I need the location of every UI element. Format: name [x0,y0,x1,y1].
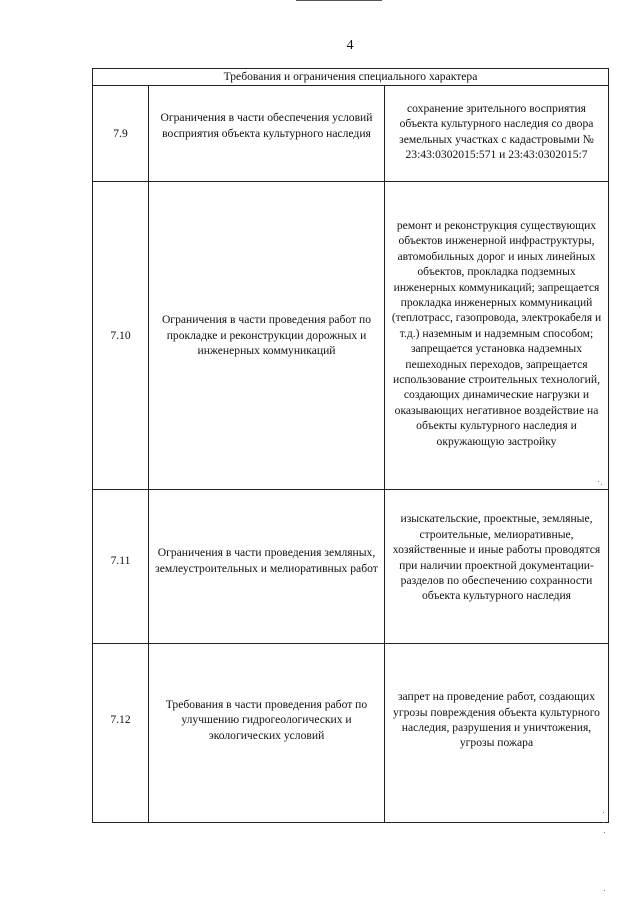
scan-speck [598,481,599,482]
page-number: 4 [346,38,354,53]
restriction-requirement [385,182,609,490]
restriction-requirement-text: запрет на проведение работ, создающих угрозы повреждения объекта культурного наследия, разрушения и уничтожения, угрозы пожара [393,690,600,750]
restriction-name [149,490,385,644]
row-number-text: 7.11 [110,553,131,567]
scan-speck [601,484,602,485]
restriction-name [149,182,385,490]
table-header-row [93,69,609,86]
restriction-requirement [385,86,609,182]
table-header: Требования и ограничения специального характера [93,69,609,86]
restriction-name-text: Ограничения в части проведения земляных, землеустроительных и мелиоративных работ [155,546,378,575]
table-row [93,490,609,644]
restriction-requirement [385,644,609,823]
table-row [93,182,609,490]
row-number [93,182,149,490]
row-number [93,86,149,182]
restriction-name-text: Требования в части проведения работ по улучшению гидрогеологических и экологических условий [165,697,368,742]
table-row [93,644,609,823]
scan-speck [604,890,605,891]
restriction-name [149,644,385,823]
restriction-name-text: Ограничения в части проведения работ по прокладке и реконструкции дорожных и инженерных коммуникаций [161,313,372,358]
restriction-name-text: Ограничения в части обеспечения условий восприятия объекта культурного наследия [160,111,373,140]
row-number-text: 7.9 [113,126,128,140]
top-scan-mark [296,0,382,1]
scan-speck [603,822,604,823]
row-number [93,490,149,644]
requirements-table [92,68,609,823]
restriction-name [149,86,385,182]
scan-speck [603,812,604,813]
restriction-requirement-text: сохранение зрительного восприятия объекта культурного наследия со двора земельных участках с кадастровыми № 23:43:0302015:571 и 23:43:0302015:7 [399,101,594,161]
restriction-requirement [385,490,609,644]
row-number [93,644,149,823]
row-number-text: 7.10 [110,328,131,342]
row-number-text: 7.12 [110,713,131,727]
restriction-requirement-text: ремонт и реконструкция существующих объектов инженерной инфраструктуры, автомобильных дорог и иных линейных объектов, прокладка подземных инженерных коммуникаций; запрещается прокладка инженерных коммуникаций (теплотрасс, газопровода, электрокабеля и т.д.) наземным и надземным способом; запрещается установка надземных пешеходных переходов, запрещается использование строительных технологий, создающих динамические нагрузки и оказывающих негативное воздействие на объекты культурного наследия и окружающую застройку [391,218,602,448]
restriction-requirement-text: изыскательские, проектные, земляные, строительные, мелиоративные, хозяйственные и иные работы проводятся при наличии проектной документации- разделов по обеспечению сохранности объекта культурного наследия [392,512,601,603]
table-row [93,86,609,182]
scan-speck [604,832,605,833]
